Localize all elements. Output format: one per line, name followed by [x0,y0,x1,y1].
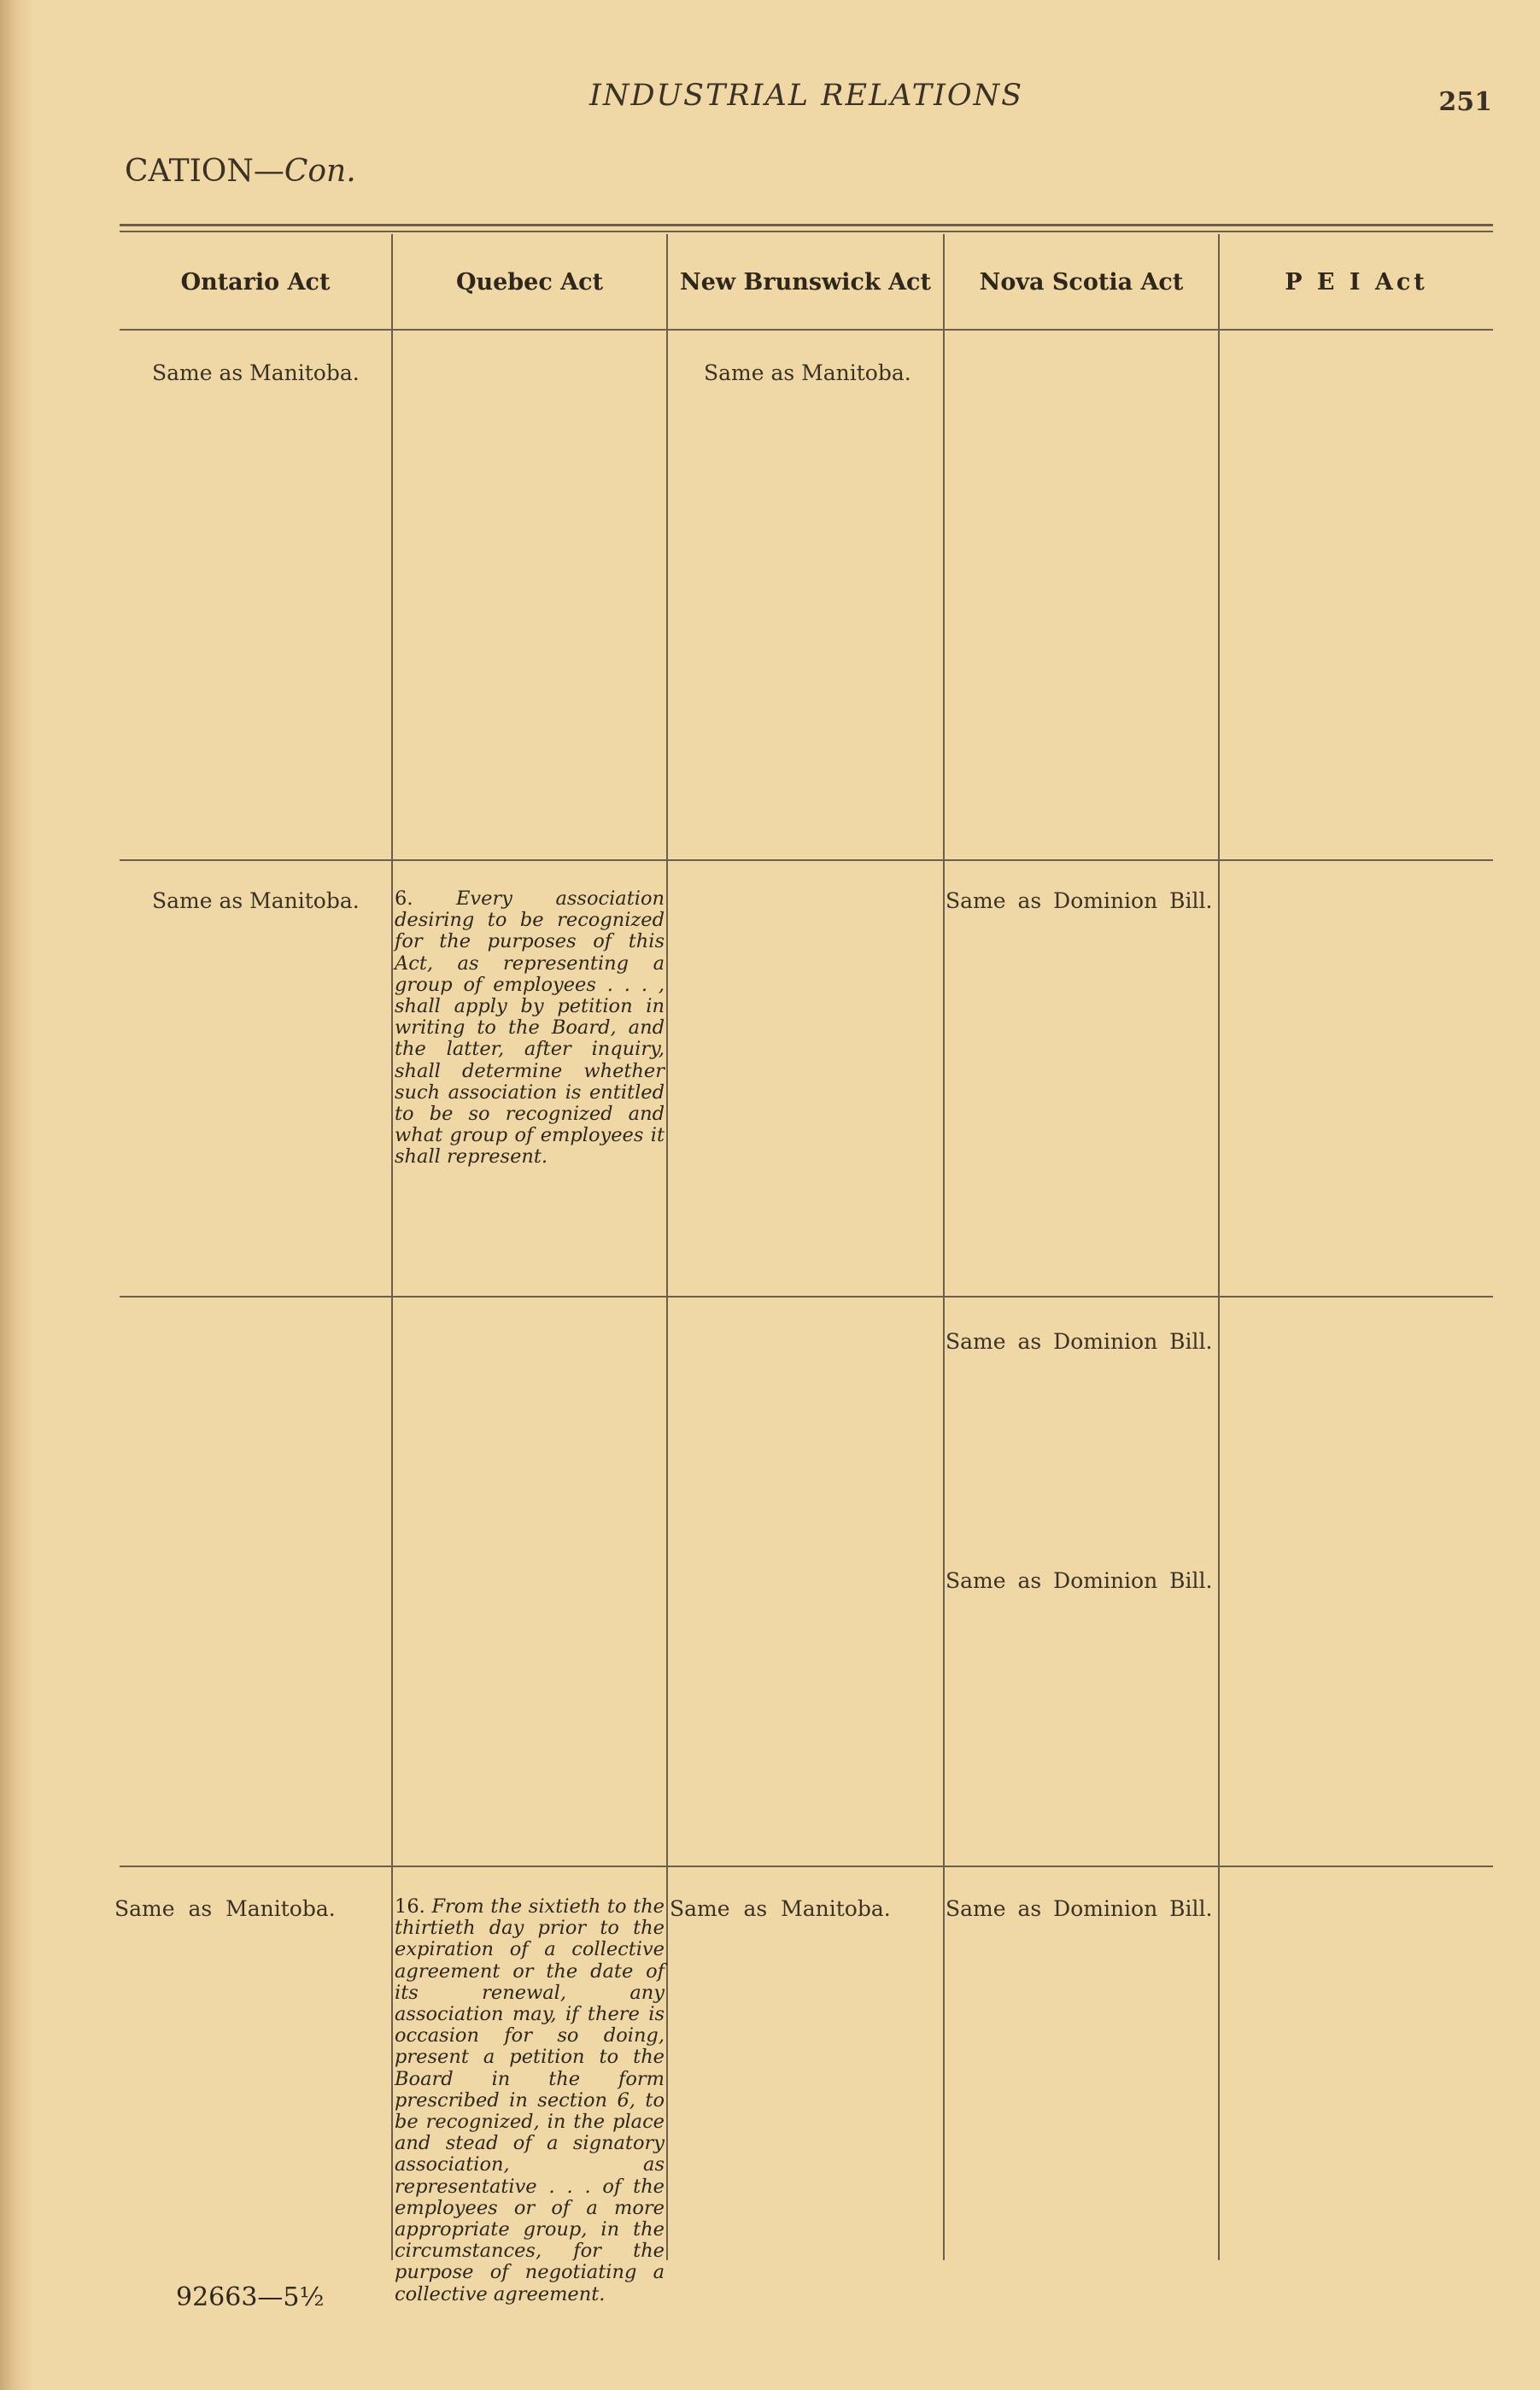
row2-nova-scotia: Same as Dominion Bill. [946,888,1213,913]
row2-quebec-section: 6. [395,887,413,910]
row-rule-2 [120,1296,1493,1298]
top-rule-2 [120,231,1493,232]
row3-nova-scotia-b: Same as Dominion Bill. [946,1568,1213,1593]
row4-quebec-quote [395,1896,665,2305]
caption-italic: Con. [284,154,356,189]
row2-ontario: Same as Manitoba. [152,888,360,913]
row4-nova-scotia: Same as Dominion Bill. [946,1896,1213,1921]
column-header-ontario: Ontario Act [180,269,331,296]
footer-signature-mark: 92663—5½ [176,2282,325,2312]
table-caption [125,154,356,189]
column-divider-1 [391,234,393,2260]
row-rule-1 [120,859,1493,861]
header-rule [120,329,1493,331]
row2-quebec-quote [395,888,665,1169]
column-divider-3 [943,234,945,2260]
row3-nova-scotia-a: Same as Dominion Bill. [946,1329,1213,1354]
column-header-quebec: Quebec Act [455,269,604,296]
column-header-pei: P E I Act [1285,269,1428,296]
top-rule-1 [120,224,1493,226]
row2-quebec-text: Every association desiring to be recognized for the purposes of this Act, as representing a group of employees . . . , shall apply by petition in writing to the Board, and the latter, after inquiry, shall determine whether such association is entitled to be so recognized and what group of employees it shall represent. [395,887,665,1169]
column-header-new-brunswick: New Brunswick Act [680,269,931,296]
column-divider-4 [1218,234,1220,2260]
page-number: 251 [1438,87,1492,117]
running-head: INDUSTRIAL RELATIONS [589,79,1024,113]
row1-new-brunswick: Same as Manitoba. [704,360,911,385]
row-rule-3 [120,1866,1493,1867]
row4-new-brunswick: Same as Manitoba. [670,1896,891,1921]
caption-text: CATION— [125,154,284,189]
row4-quebec-section: 16. [395,1895,425,1918]
row4-quebec-text: From the sixtieth to the thirtieth day prior to the expiration of a collective agreement or the date of its renewal, any association may, if there is occasion for so doing, present a petition to the Board in the form prescribed in section 6, to be recognized, in the place and stead of a signatory association, as representative . . . of the employees or of a more appropriate group, in the circumstances, for the purpose of negotiating a collective agreement. [395,1895,665,2305]
row4-ontario: Same as Manitoba. [114,1896,336,1921]
column-header-nova-scotia: Nova Scotia Act [979,269,1184,296]
column-divider-2 [666,234,668,2260]
row1-ontario: Same as Manitoba. [152,360,360,385]
